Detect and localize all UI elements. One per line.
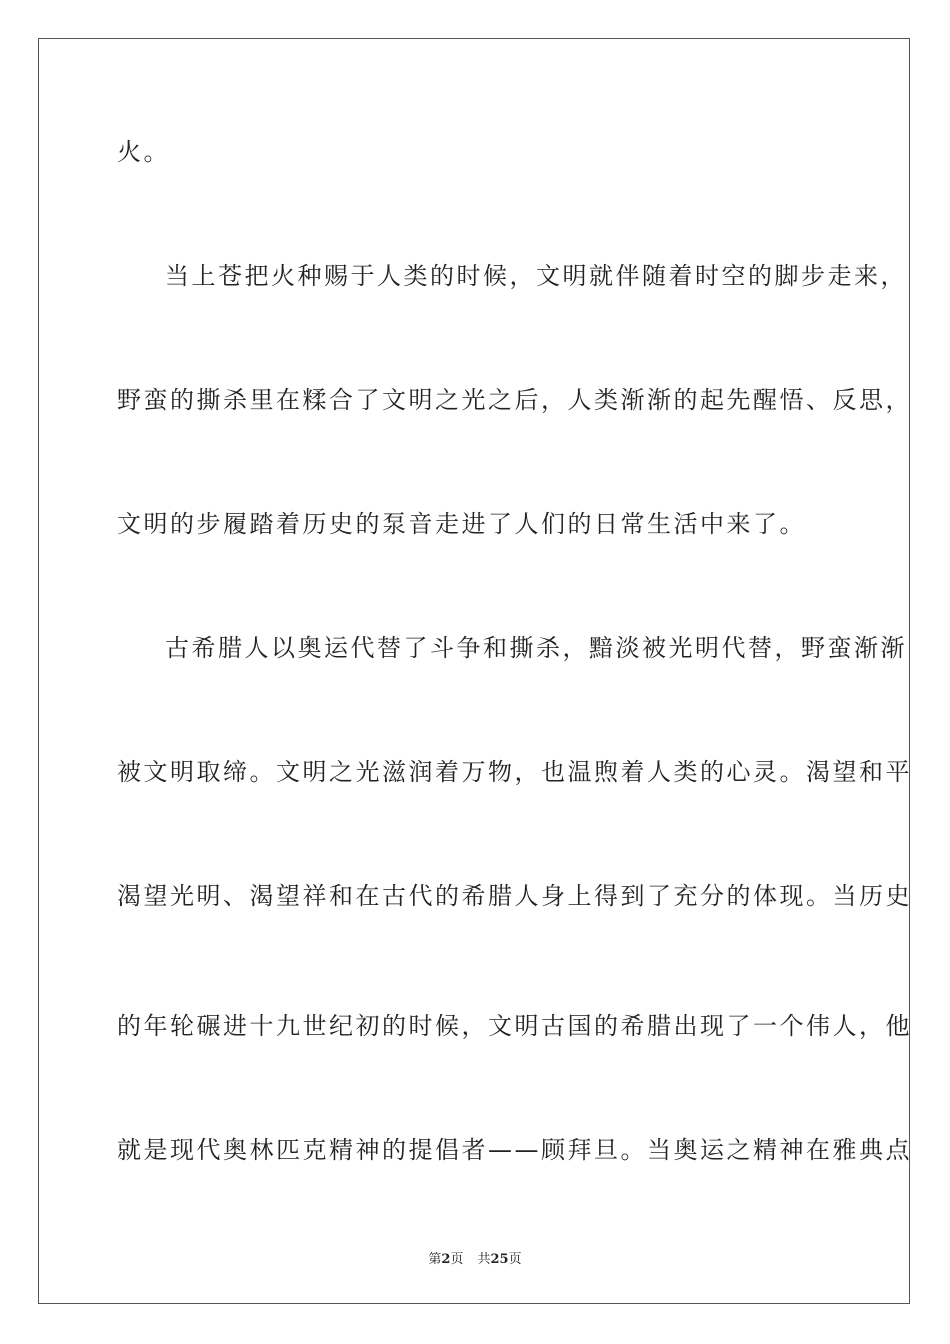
page-footer <box>0 1248 950 1267</box>
text-line-6: 被文明取缔。文明之光滋润着万物，也温煦着人类的心灵。渴望和平 <box>117 758 912 786</box>
page-suffix: 页 <box>450 1252 464 1267</box>
total-page-number: 25 <box>490 1252 509 1267</box>
text-line-8: 的年轮碾进十九世纪初的时候，文明古国的希腊出现了一个伟人，他 <box>117 1012 912 1040</box>
text-line-3: 野蛮的撕杀里在糅合了文明之光之后，人类渐渐的起先醒悟、反思， <box>117 386 912 414</box>
text-line-7: 渴望光明、渴望祥和在古代的希腊人身上得到了充分的体现。当历史 <box>117 882 912 910</box>
text-line-4: 文明的步履踏着历史的泵音走进了人们的日常生活中来了。 <box>117 510 806 538</box>
current-page-number: 2 <box>441 1252 451 1267</box>
total-suffix: 页 <box>508 1252 522 1267</box>
total-prefix: 共 <box>477 1252 491 1267</box>
text-line-9: 就是现代奥林匹克精神的提倡者——顾拜旦。当奥运之精神在雅典点 <box>117 1136 912 1164</box>
text-line-1: 火。 <box>117 138 170 166</box>
text-line-2: 当上苍把火种赐于人类的时候，文明就伴随着时空的脚步走来， <box>165 262 907 290</box>
page-prefix: 第 <box>428 1252 442 1267</box>
text-line-5: 古希腊人以奥运代替了斗争和撕杀，黯淡被光明代替，野蛮渐渐 <box>165 634 907 662</box>
page-border <box>38 38 910 1304</box>
